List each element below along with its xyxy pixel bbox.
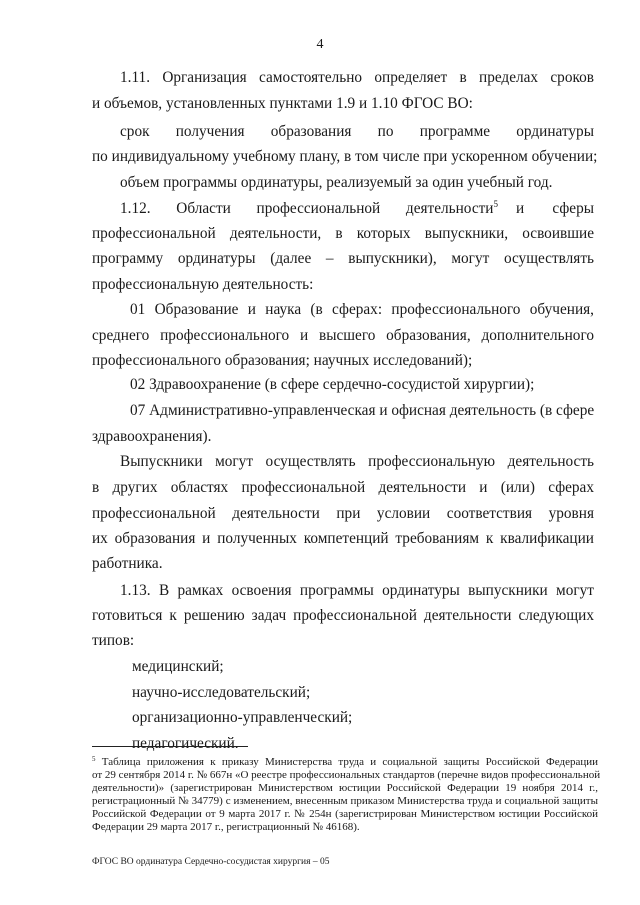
footnote-separator <box>92 746 248 747</box>
paragraph-line: 01 Образование и наука (в сферах: профессионального обучения, <box>130 301 594 318</box>
paragraph-line: типов: <box>92 632 135 649</box>
list-item: организационно-управленческий; <box>132 709 353 726</box>
footnote-text: Таблица приложения к приказу Министерства труда и социальной защиты Российской Федерации <box>101 756 598 768</box>
page-footer: ФГОС ВО ординатура Сердечно-сосудистая хирургия – 05 <box>92 857 330 867</box>
paragraph-line <box>120 200 498 218</box>
paragraph-line: профессиональную деятельность: <box>92 276 314 293</box>
paragraph-line: объем программы ординатуры, реализуемый за один учебный год. <box>120 174 553 191</box>
footnote-line: регистрационный № 34779) с изменением, внесенным приказом Министерства труда и социальной защиты <box>92 795 598 807</box>
paragraph-line: здравоохранения). <box>92 428 212 445</box>
paragraph-line: и сферы <box>516 200 594 217</box>
paragraph-line: 02 Здравоохранение (в сфере сердечно-сосудистой хирургии); <box>130 376 535 393</box>
list-item: медицинский; <box>132 658 224 675</box>
paragraph-line: в других областях профессиональной деятельности и (или) сферах <box>92 479 594 496</box>
paragraph-line: по индивидуальному учебному плану, в том числе при ускоренном обучении; <box>92 148 598 165</box>
paragraph-line: Выпускники могут осуществлять профессиональную деятельность <box>120 453 594 470</box>
list-item: педагогический. <box>132 735 239 752</box>
footnote-line <box>92 756 598 769</box>
footnote-line: от 29 сентября 2014 г. № 667н «О реестре профессиональных стандартов (перечне видов профессиональной <box>92 769 601 781</box>
footnote-line: Федерации 29 марта 2017 г., регистрационный № 46168). <box>92 821 360 833</box>
paragraph-line: профессионального образования; научных исследований); <box>92 352 473 369</box>
paragraph-line: профессиональной деятельности при условии соответствия уровня <box>92 505 594 522</box>
paragraph-line: среднего профессионального и высшего образования, дополнительного <box>92 327 594 344</box>
footnote-marker: 5 <box>493 199 498 209</box>
footnote-line: деятельности)» (зарегистрирован Министерством юстиции Российской Федерации 19 ноября 2014 г., <box>92 782 598 794</box>
footnote-line: Российской Федерации от 9 марта 2017 г. № 254н (зарегистрирован Министерством юстиции Российской <box>92 808 598 820</box>
list-item: научно-исследовательский; <box>132 684 311 701</box>
paragraph-line: работника. <box>92 555 163 572</box>
paragraph-line: 1.11. Организация самостоятельно определяет в пределах сроков <box>120 69 594 86</box>
page-number: 4 <box>316 37 324 52</box>
paragraph-line: 07 Административно-управленческая и офисная деятельность (в сфере <box>130 402 595 419</box>
paragraph-line: и объемов, установленных пунктами 1.9 и 1.10 ФГОС ВО: <box>92 95 473 112</box>
paragraph-line: их образования и полученных компетенций требованиям к квалификации <box>92 530 594 547</box>
paragraph-line-text: 1.12. Области профессиональной деятельности <box>120 200 494 217</box>
footnote-number: 5 <box>92 755 96 763</box>
paragraph-line: готовиться к решению задач профессиональной деятельности следующих <box>92 607 594 624</box>
paragraph-line: профессиональной деятельности, в которых выпускники, освоившие <box>92 225 594 242</box>
paragraph-line: программу ординатуры (далее – выпускники), могут осуществлять <box>92 250 594 267</box>
paragraph-line: срок получения образования по программе ординатуры <box>120 123 594 140</box>
paragraph-line: 1.13. В рамках освоения программы ординатуры выпускники могут <box>120 582 594 599</box>
